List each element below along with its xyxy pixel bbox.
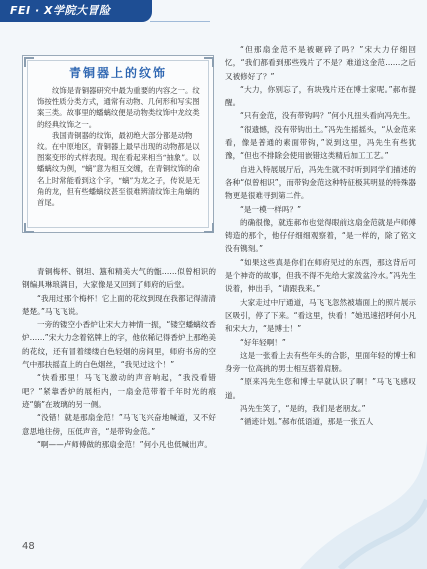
paragraph: “是一模一样吗？”	[240, 204, 302, 214]
header-banner	[0, 0, 152, 22]
header-title: FEI · X学院大冒险	[10, 4, 111, 17]
paragraph: “好年轻啊！”	[240, 337, 286, 347]
paragraph: “很遗憾，没有带钩出土。”冯先生摇摇头，“从金范来看，像是普通的素面带钩，”说到这里，冯先生有些犹豫，“但也不排除会使用嵌错这类精后加工工艺。”	[225, 124, 416, 161]
right-column	[225, 43, 416, 553]
paragraph: 一旁的镂空小香炉让宋大力神情一振，“镂空蟠螭纹香炉……”宋大力念着铭牌上的字，他依稀记得香炉上那绝美的花纹，还有冒着缕缕白色轻烟的房间里，师府书房的空气中那扶摇直上的白色烟丝，“我见过这个！”	[22, 320, 216, 370]
sidebar-title: 青铜器上的纹饰	[68, 66, 167, 80]
paragraph: “但那扇金范不是被砸碎了吗？”宋大力仔细回忆，“我们都看到那些残片了不是？难道这金范……之后又被修好了？”	[225, 45, 416, 81]
corner-ornament	[204, 223, 214, 233]
paragraph: “啊——卢师傅做的那扇金范！”何小凡也低喊出声。	[37, 439, 212, 449]
paragraph: “大力，你别忘了，有块残片还在博士家呢。”郝布提醒。	[225, 84, 416, 108]
paragraph: 大家走过中厅通道，马飞飞忽然被墙面上的照片展示区吸引，停了下来。“看这里，快看！”她迅速招呼何小凡和宋大力，“是博士！”	[225, 297, 416, 334]
paragraph: “快看那里！马飞飞激动的声音响起，“我没看错吧？”紧靠香炉的展柜内，一扇金范带着千年时光的痕迹“躺”在玻璃的另一侧。	[22, 373, 216, 409]
sidebar-paragraph: 我国青铜器的纹饰，最初绝大部分都是动物纹。在中原地区，青铜器上最早出现的动物都是以图案变形的式样表现。现在看起来相当“抽象”。以蟠螭纹为例，“螭”意为相互交缠，在青铜纹饰的命名上时常能看到这个字，“螭”为龙之子，传说是无角的龙，但有些蟠螭纹甚至很难辨清纹饰主角螭的首尾。	[37, 130, 200, 208]
left-column	[22, 265, 216, 535]
paragraph: “循迹计划。”郝布低语道，那是一张五人	[240, 417, 374, 427]
paragraph: “只有金范，没有带钩吗？”何小凡扭头看向冯先生。	[240, 111, 415, 121]
paragraph: 青铜梅杯、钢坦、簋和精美大气的甑……似曾相识的钢编具琳琅满目，大家像是又回到了师府的后堂。	[22, 267, 216, 290]
paragraph: “我用过那个梅杯！它上面的花纹到现在我都记得清清楚楚。”马飞飞说。	[22, 293, 216, 316]
corner-ornament	[24, 223, 34, 233]
sidebar-body	[37, 85, 203, 225]
paragraph: 这是一张看上去有些年头的合影，里面年轻的博士和身旁一位高挑的男士相互搭着肩膀。	[225, 350, 416, 374]
paragraph: “原来冯先生您和博士早就认识了啊！”马飞飞感叹道。	[225, 377, 416, 400]
paragraph: 自进入特展展厅后，冯先生就不时听到同学们描述的各种“似曾相识”，而带钩金范这种特征极其明显的特殊器物更是很难寻到第二件。	[225, 164, 416, 201]
page-number: 48	[22, 541, 35, 552]
paragraph: “没错！就是那扇金范！”马飞飞兴奋地喊道，又不好意思地往傍，压低声音，“是带钩金范。”	[22, 413, 216, 436]
paragraph: “如果这些真是你们在师府见过的东西，那这背后可是个神奇的故事，但我不得不先给大家泼盆冷水。”冯先生说着，伸出手，“请跟我来。”	[225, 257, 416, 294]
header-divider	[150, 21, 210, 22]
paragraph: 冯先生笑了，“是的，我们是老朋友。”	[240, 404, 366, 414]
paragraph: 的确很像，就连郝布也觉得眼前这扇金范就是卢师傅铸造的那个，他仔仔细细观察着，“是一样的，除了铭文没有镌刻。”	[225, 217, 416, 254]
sidebar-paragraph: 纹饰是青铜器研究中最为重要的内容之一。纹饰按性质分类方式，通常有动物、几何形和写实图案三类。故事里的蟠螭纹便是动物类纹饰中龙纹类的经典纹饰之一。	[37, 86, 200, 129]
